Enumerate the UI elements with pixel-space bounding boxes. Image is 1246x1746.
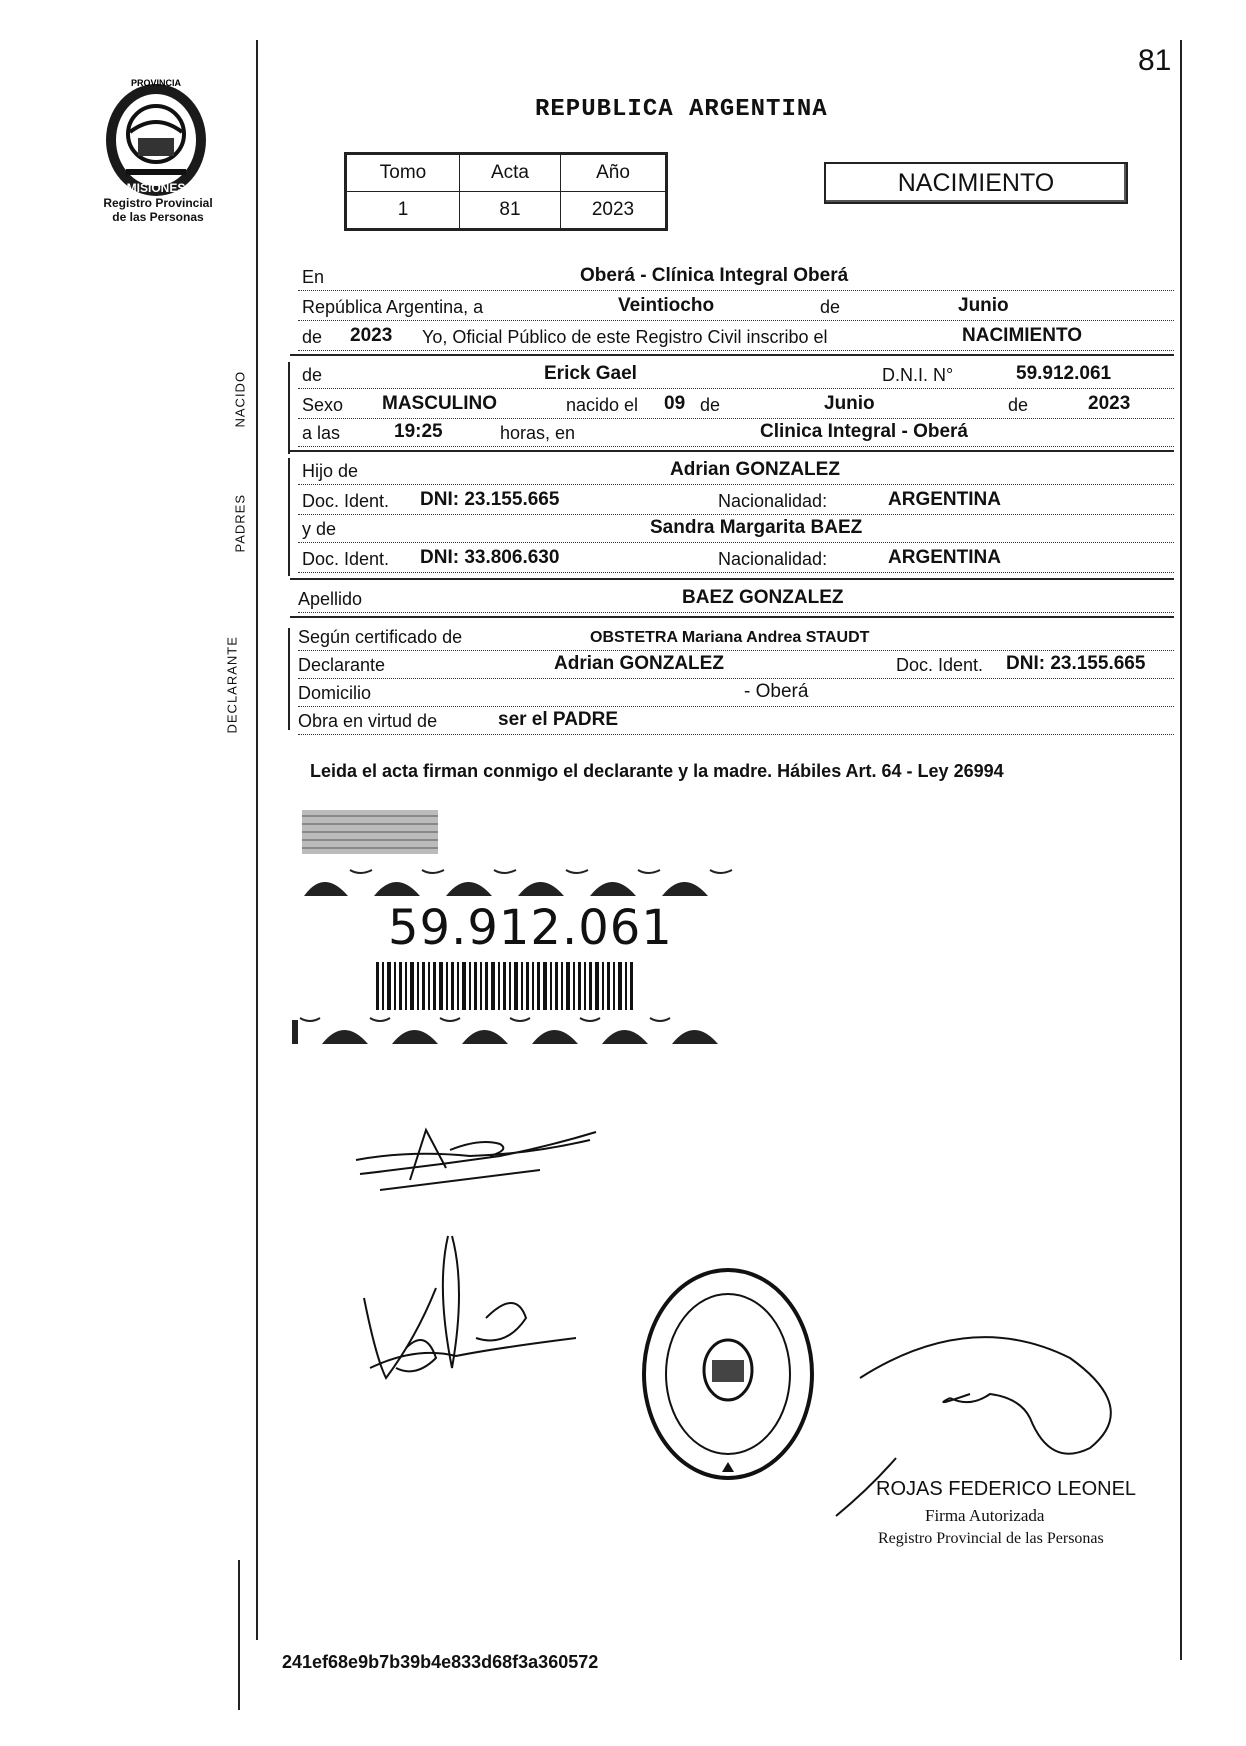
declarante-line-certificate — [298, 622, 1174, 651]
volume-header-anio: Año — [561, 154, 667, 192]
padres-line-father-doc — [298, 486, 1174, 515]
birth-place: Clinica Integral - Oberá — [760, 421, 968, 442]
address-label: Domicilio — [298, 683, 372, 703]
declarant-doc: DNI: 23.155.665 — [1006, 653, 1146, 674]
mother-doc-label: Doc. Ident. — [302, 549, 390, 569]
certificate-issuer: OBSTETRA Mariana Andrea STAUDT — [590, 629, 870, 646]
declarant-label: Declarante — [298, 655, 386, 675]
section-divider-1 — [290, 354, 1174, 356]
padres-line-mother-doc — [298, 544, 1174, 573]
birth-month: Junio — [824, 393, 875, 414]
record-line-place — [298, 262, 1174, 291]
official-registry: Registro Provincial de las Personas — [878, 1530, 1104, 1547]
record-year-prefix: de — [302, 327, 323, 347]
closing-statement: Leida el acta firman conmigo el declarante y la madre. Hábiles Art. 64 - Ley 26994 — [310, 761, 1004, 781]
address-value: - Oberá — [744, 681, 809, 702]
surname-label: Apellido — [298, 589, 363, 609]
section-label-padres: PADRES — [232, 494, 248, 553]
son-of-label: Hijo de — [302, 461, 359, 481]
born-label: nacido el — [566, 395, 639, 415]
page-number: 81 — [1138, 44, 1172, 77]
padres-bracket — [288, 458, 290, 576]
registry-caption-line-2: de las Personas — [112, 210, 204, 224]
section-label-declarante: DECLARANTE — [224, 636, 240, 734]
barcode — [376, 962, 634, 1010]
declarante-line-declarant — [298, 650, 1174, 679]
birth-de-label-2: de — [1008, 395, 1029, 415]
father-nationality-label: Nacionalidad: — [718, 491, 828, 511]
padres-line-father — [298, 456, 1174, 485]
declarante-line-capacity — [298, 706, 1174, 735]
province-emblem — [96, 72, 216, 202]
official-seal — [638, 1264, 818, 1484]
document-hash: 241ef68e9b7b39b4e833d68f3a360572 — [282, 1652, 599, 1672]
record-line-inscription — [298, 322, 1174, 351]
father-name: Adrian GONZALEZ — [670, 459, 840, 480]
padres-line-mother — [298, 514, 1174, 543]
nacido-line-birth — [298, 390, 1174, 419]
surname-value: BAEZ GONZALEZ — [682, 587, 844, 608]
svg-text:MISIONES: MISIONES — [126, 181, 186, 195]
birth-day: 09 — [664, 393, 686, 414]
record-line-date — [298, 292, 1174, 321]
volume-value-anio: 2023 — [561, 192, 667, 230]
left-margin-line — [256, 40, 258, 1640]
mother-name: Sandra Margarita BAEZ — [650, 517, 863, 538]
hours-label: horas, en — [500, 423, 576, 443]
child-sex: MASCULINO — [382, 393, 498, 414]
registry-caption-line-1: Registro Provincial — [103, 196, 213, 210]
record-de-label: de — [820, 297, 841, 317]
volume-table-value-row — [346, 192, 667, 230]
record-type-box: NACIMIENTO — [824, 162, 1128, 204]
volume-table-header-row — [346, 154, 667, 192]
nacido-bracket — [288, 362, 290, 454]
section-divider-4 — [290, 616, 1174, 618]
record-day-words: Veintiocho — [618, 295, 715, 316]
section-label-nacido: NACIDO — [232, 370, 248, 428]
time-label: a las — [302, 423, 341, 443]
record-place: Oberá - Clínica Integral Oberá — [580, 265, 849, 286]
volume-value-tomo: 1 — [346, 192, 460, 230]
official-name: ROJAS FEDERICO LEONEL — [876, 1478, 1137, 1500]
volume-header-acta: Acta — [460, 154, 561, 192]
capacity-value: ser el PADRE — [498, 709, 619, 730]
volume-header-tomo: Tomo — [346, 154, 460, 192]
sex-label: Sexo — [302, 395, 344, 415]
declarante-bracket — [288, 628, 290, 730]
birth-time: 19:25 — [394, 421, 443, 442]
section-divider-3 — [290, 578, 1174, 580]
volume-value-acta: 81 — [460, 192, 561, 230]
barcode-number: 59.912.061 — [388, 900, 673, 956]
registry-caption — [88, 196, 228, 224]
dni-label: D.N.I. N° — [882, 365, 954, 385]
surname-line — [298, 584, 1174, 613]
birth-de-label: de — [700, 395, 721, 415]
declarant-doc-label: Doc. Ident. — [896, 655, 984, 675]
father-doc-label: Doc. Ident. — [302, 491, 390, 511]
child-name: Erick Gael — [544, 363, 637, 384]
fingerprint-strip-top — [300, 866, 740, 898]
nacido-line-name — [298, 360, 1174, 389]
left-margin-line-lower — [238, 1560, 240, 1710]
mother-nationality: ARGENTINA — [888, 547, 1001, 568]
inscription-type: NACIMIENTO — [962, 325, 1082, 346]
father-doc: DNI: 23.155.665 — [420, 489, 560, 510]
en-label: En — [302, 267, 325, 287]
declarant-signature — [350, 1110, 600, 1200]
fingerprint-strip-bottom — [292, 1012, 740, 1046]
nacido-line-time — [298, 418, 1174, 447]
mother-doc: DNI: 33.806.630 — [420, 547, 560, 568]
birth-year: 2023 — [1088, 393, 1131, 414]
declarant-name: Adrian GONZALEZ — [554, 653, 724, 674]
certificate-label: Según certificado de — [298, 627, 463, 647]
country-title: REPUBLICA ARGENTINA — [535, 96, 828, 123]
security-hologram — [302, 810, 438, 854]
father-nationality: ARGENTINA — [888, 489, 1001, 510]
child-dni: 59.912.061 — [1016, 363, 1112, 384]
record-month: Junio — [958, 295, 1009, 316]
svg-text:PROVINCIA: PROVINCIA — [130, 78, 182, 88]
capacity-label: Obra en virtud de — [298, 711, 438, 731]
volume-table — [344, 152, 668, 231]
declarante-line-address — [298, 678, 1174, 707]
mother-nationality-label: Nacionalidad: — [718, 549, 828, 569]
official-statement: Yo, Oficial Público de este Registro Civil inscribo el — [422, 327, 828, 347]
republic-label: República Argentina, a — [302, 297, 484, 317]
and-label: y de — [302, 519, 337, 539]
official-title: Firma Autorizada — [925, 1506, 1045, 1525]
nacido-de-label: de — [302, 365, 323, 385]
right-margin-line — [1180, 40, 1182, 1660]
section-divider-2 — [290, 450, 1174, 452]
mother-signature — [356, 1228, 606, 1398]
record-year: 2023 — [350, 325, 393, 346]
